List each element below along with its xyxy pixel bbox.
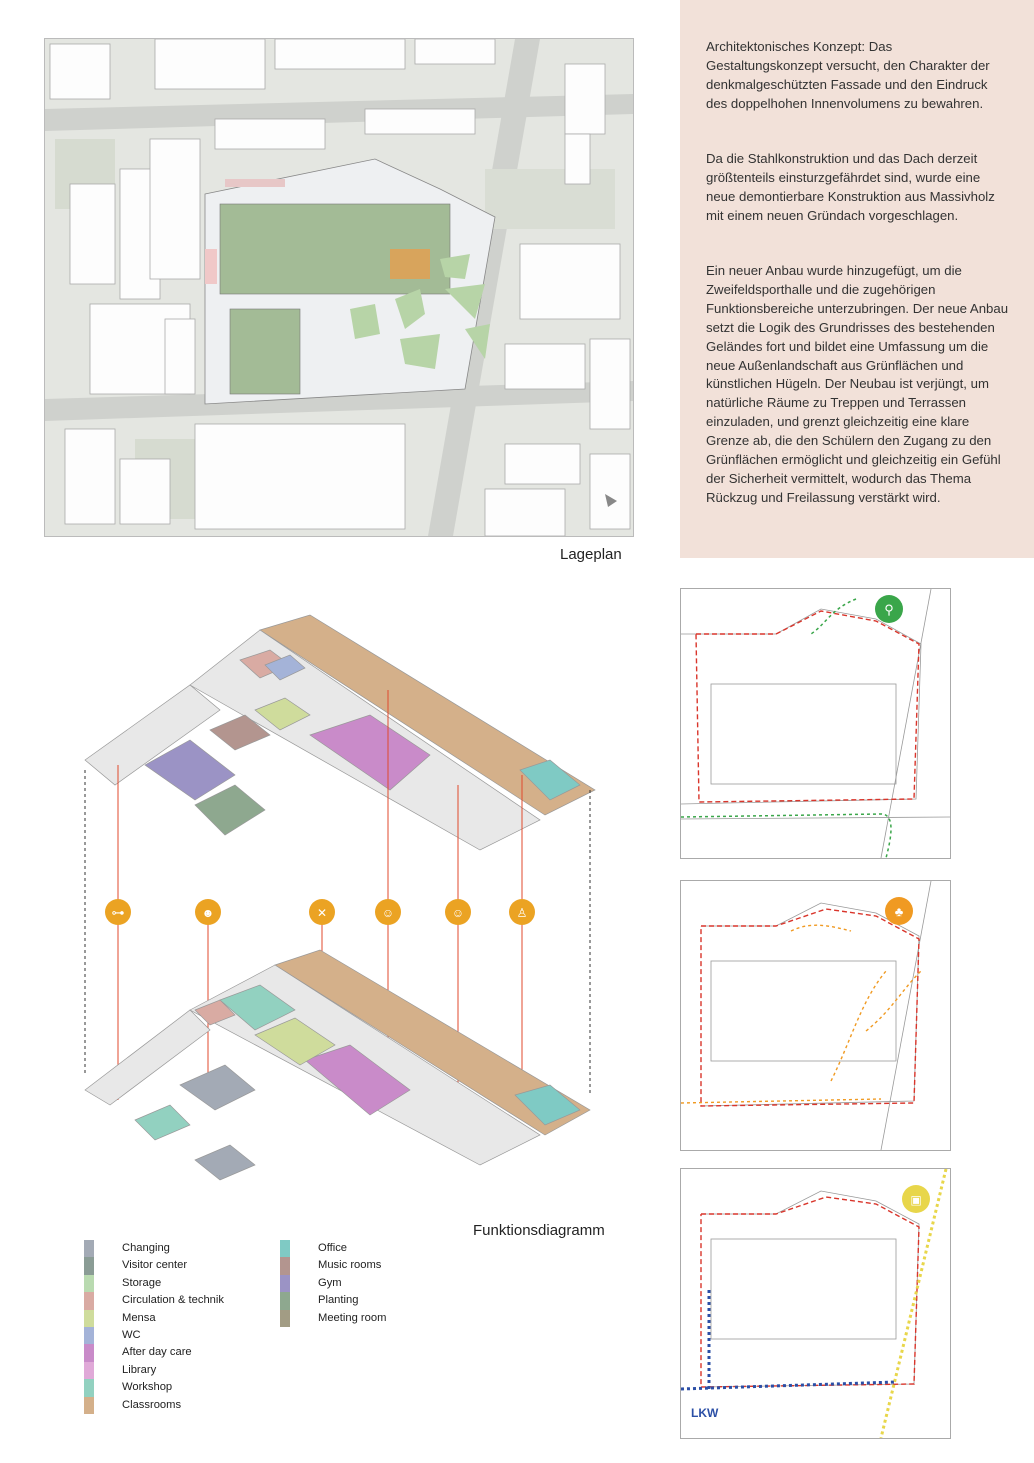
gym-icon: [105, 899, 131, 925]
lower-floor: [85, 950, 590, 1180]
svg-text:✕: ✕: [316, 906, 328, 920]
legend-swatch: [280, 1310, 290, 1327]
legend-label: Planting: [318, 1294, 359, 1307]
legend-label: Office: [318, 1242, 348, 1254]
access-map-bicycle: [680, 588, 951, 859]
legend-label: Meeting room: [318, 1311, 387, 1324]
legend-swatch: [84, 1275, 94, 1292]
access-map-transit: [680, 1168, 951, 1439]
legend-label: Gym: [318, 1276, 342, 1289]
function-diagram: [60, 590, 620, 1210]
svg-text:⚲: ⚲: [884, 602, 894, 617]
legend: [84, 1240, 404, 1440]
legend-label: Visitor center: [122, 1259, 188, 1272]
legend-swatch: [84, 1397, 94, 1414]
concept-paragraph: Da die Stahlkonstruktion und das Dach derzeit größtenteils einsturzgefährdet sind, wurde eine neue demontierbare Konstruktion aus Massivholz mit einem neuen Gründach vorgeschlagen.: [706, 151, 995, 223]
legend-label: After day care: [122, 1346, 192, 1359]
legend-label: Classrooms: [122, 1398, 182, 1411]
svg-text:⊶: ⊶: [111, 905, 125, 920]
legend-label: Music rooms: [318, 1259, 382, 1272]
legend-swatch: [84, 1310, 94, 1327]
legend-label: Storage: [122, 1276, 162, 1289]
concept-paragraph: Architektonisches Konzept: Das Gestaltungskonzept versucht, den Charakter der denkmalgeschützten Fassade und den Eindruck des doppelhohen Innenvolumens zu bewahren.: [706, 39, 990, 111]
person-teaching-icon: [195, 899, 221, 925]
legend-swatch: [280, 1275, 290, 1292]
legend-swatch: [280, 1257, 290, 1274]
legend-label: Changing: [122, 1242, 170, 1254]
teacher-board-icon: [375, 899, 401, 925]
access-map-walking: [680, 880, 951, 1151]
walking-person-icon: [509, 899, 535, 925]
meeting-people-icon: [445, 899, 471, 925]
site-plan: [44, 38, 634, 537]
svg-text:☺: ☺: [451, 906, 465, 920]
tree-person-icon: [885, 897, 913, 925]
legend-swatch: [84, 1292, 94, 1309]
legend-label: Circulation & technik: [122, 1294, 224, 1307]
svg-text:♙: ♙: [516, 906, 528, 920]
concept-text-panel: [680, 0, 1034, 558]
legend-label: Mensa: [122, 1311, 156, 1324]
legend-swatch: [84, 1344, 94, 1361]
svg-text:▣: ▣: [910, 1193, 922, 1207]
legend-swatch: [84, 1257, 94, 1274]
site-plan-label: Lageplan: [560, 546, 622, 563]
bicycle-icon: [875, 595, 903, 623]
dining-icon: [309, 899, 335, 925]
legend-swatch: [280, 1240, 290, 1257]
upper-floor: [85, 615, 595, 850]
bus-icon: [902, 1185, 930, 1213]
legend-swatch: [84, 1379, 94, 1396]
legend-label: Workshop: [122, 1381, 173, 1394]
svg-text:☻: ☻: [201, 906, 215, 920]
svg-text:♣: ♣: [894, 904, 904, 919]
legend-swatch: [84, 1240, 94, 1257]
svg-text:☺: ☺: [381, 906, 395, 920]
legend-swatch: [280, 1292, 290, 1309]
legend-swatch: [84, 1327, 94, 1344]
concept-paragraph: Ein neuer Anbau wurde hinzugefügt, um die Zweifeldsporthalle und die zugehörigen Funktionsbereiche unterzubringen. Der neue Anbau setzt die Logik des Grundrisses des bestehenden Geländes fort und bildet eine Umfassung um die neue Außenlandschaft aus Grünflächen und künstlichen Hügeln. Der Neubau ist verjüngt, um natürliche Räume zu Treppen und Terrassen einzuladen, und grenzt gleichzeitig eine klare Grenze ab, die den Schülern den Zugang zu den Grünflächen ermöglicht und gleichzeitig ein Gefühl der Sicherheit vermittelt, wodurch das Thema Rückzug und Freilassung verstärkt wird.: [706, 263, 1009, 505]
function-diagram-label: Funktionsdiagramm: [473, 1222, 605, 1239]
lkw-label: LKW: [691, 1406, 719, 1420]
legend-swatch: [84, 1362, 94, 1379]
legend-label: Library: [122, 1363, 157, 1376]
legend-label: WC: [122, 1329, 141, 1341]
